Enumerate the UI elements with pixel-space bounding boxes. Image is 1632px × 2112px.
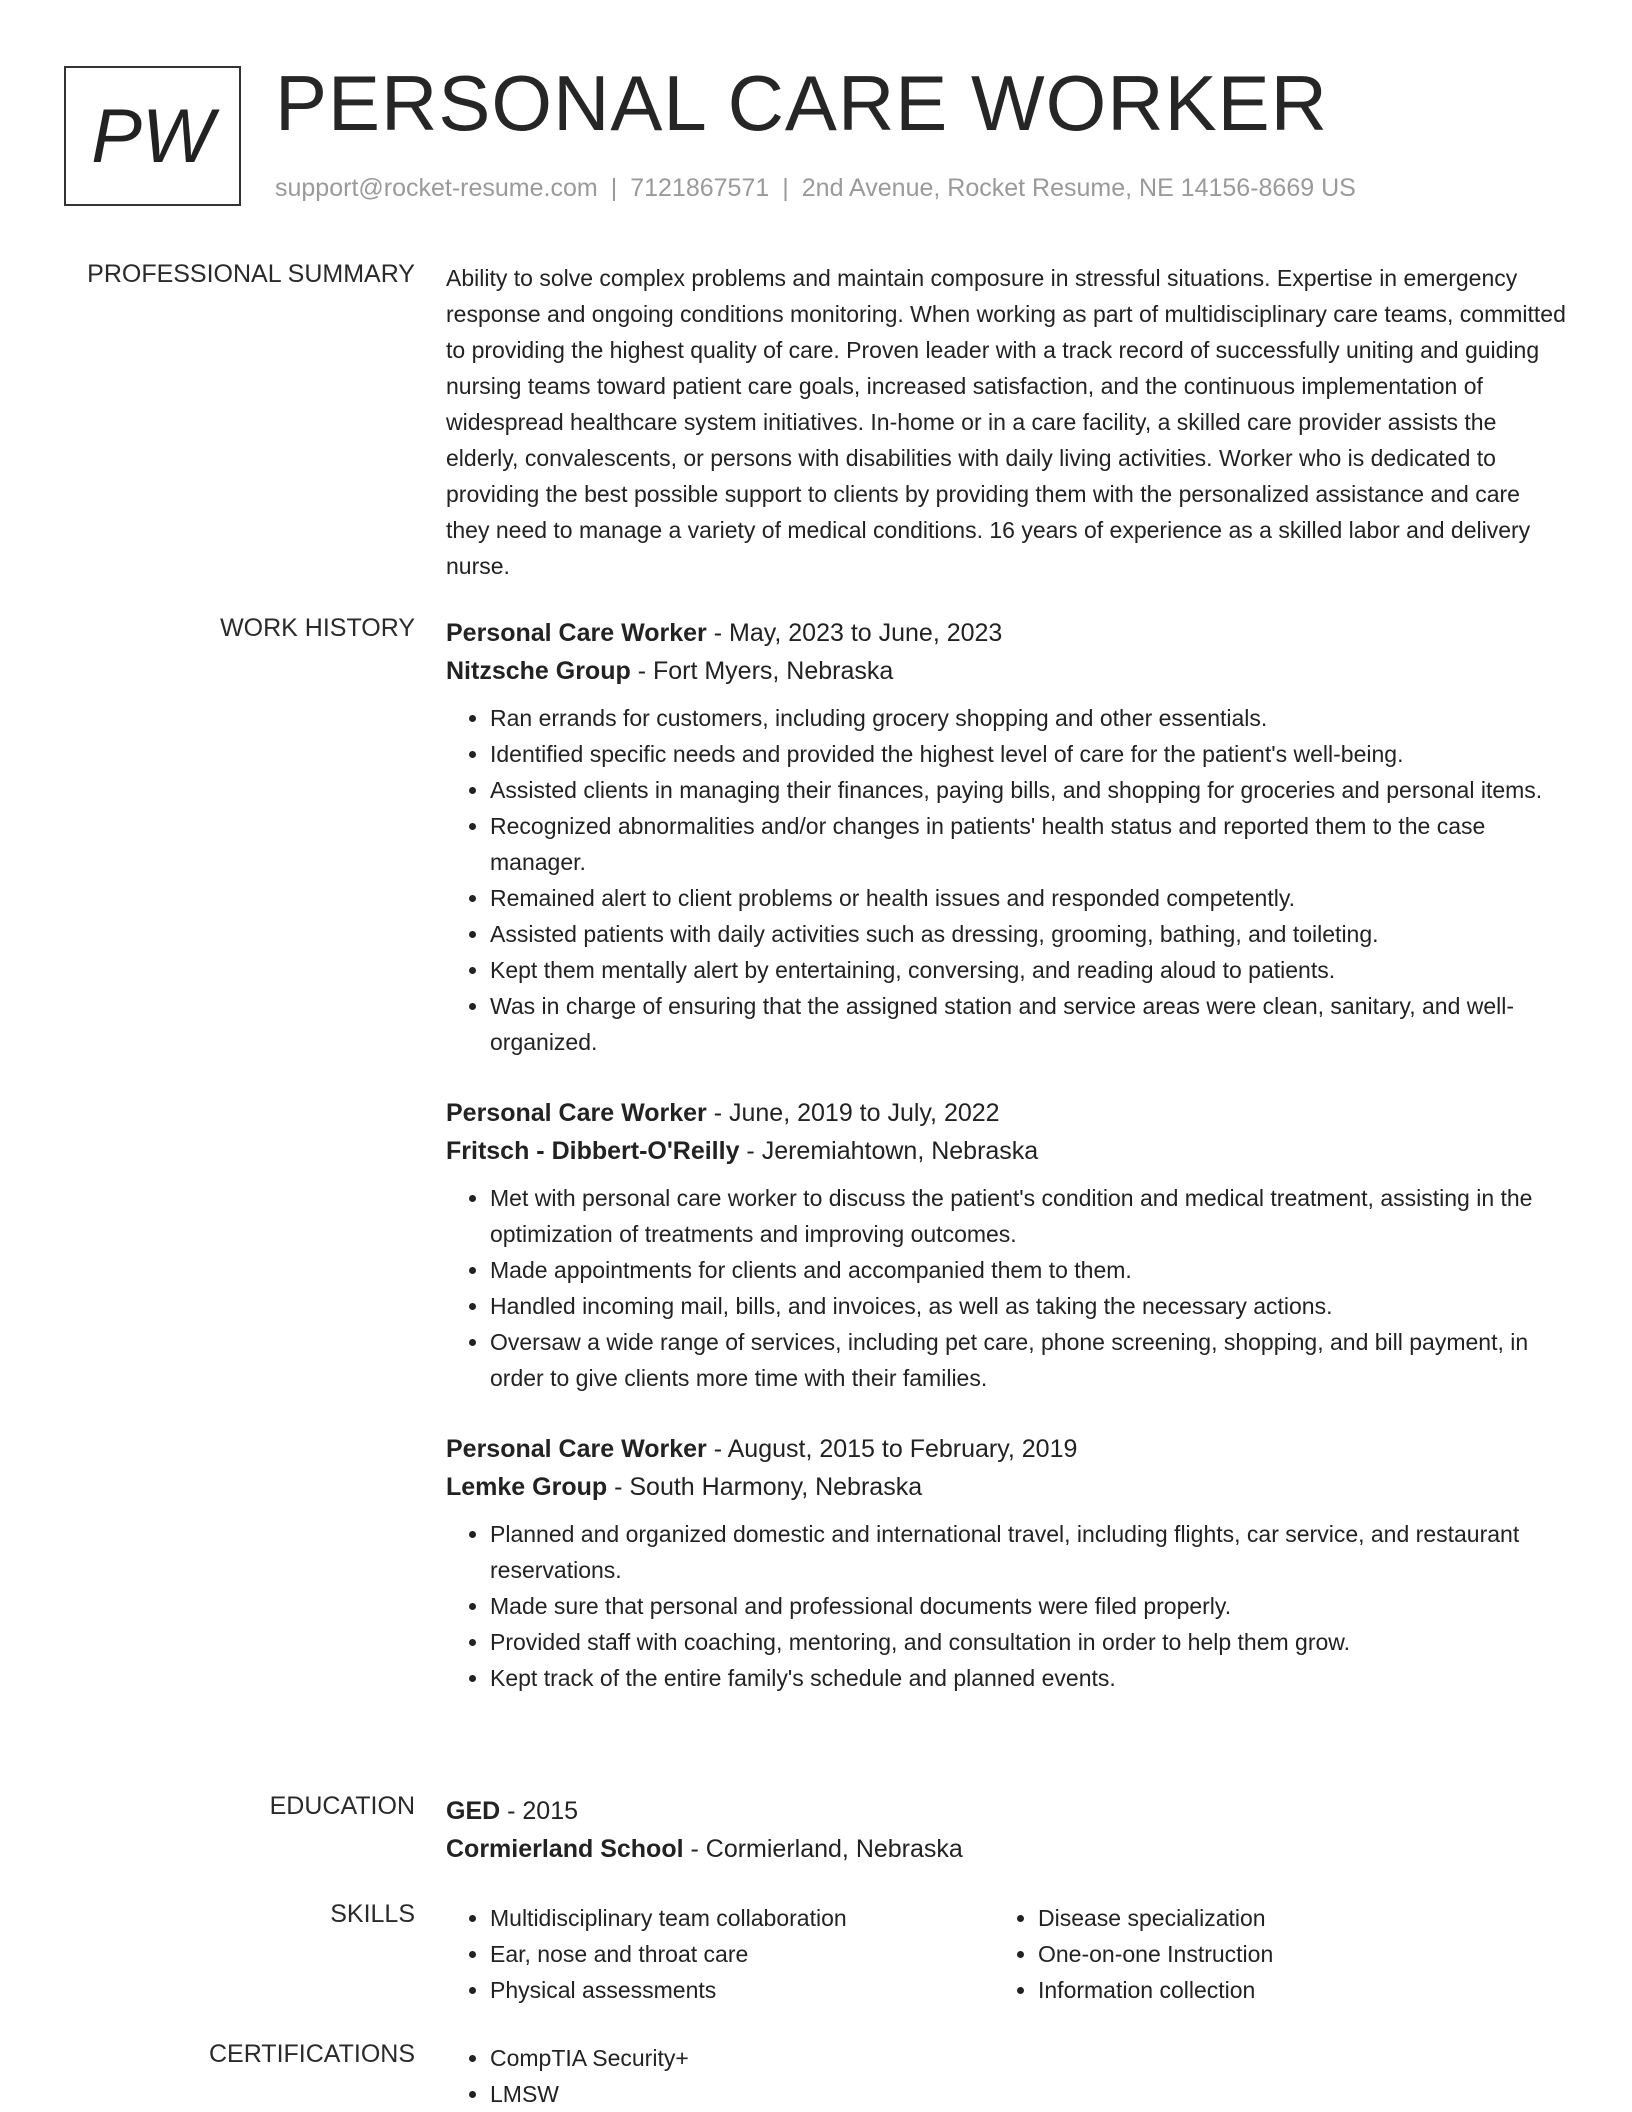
skill-item: • Physical assessments [490,1972,994,2008]
job-bullet: • Planned and organized domestic and international travel, including flights, car service, and restaurant reservations. [490,1516,1566,1588]
job-bullet: • Ran errands for customers, including grocery shopping and other essentials. [490,700,1566,736]
job-location: - South Harmony, Nebraska [607,1473,923,1501]
job-location: - Jeremiahtown, Nebraska [739,1137,1039,1165]
education-year: - 2015 [500,1797,579,1825]
contact-email[interactable]: support@rocket-resume.com [275,174,598,202]
job-bullets [446,1516,1566,1696]
job-bullet: • Kept them mentally alert by entertaining, conversing, and reading aloud to patients. [490,952,1566,988]
job-bullet: • Made sure that personal and professional documents were filed properly. [490,1588,1566,1624]
job-entry [446,1430,1566,1696]
contact-separator: | [610,174,618,202]
job-title-line [446,1430,1566,1468]
education-school-line [446,1830,1566,1868]
skills-list-right [994,1900,1514,2008]
job-role: Personal Care Worker [446,1435,707,1463]
job-dates: - August, 2015 to February, 2019 [706,1435,1078,1463]
education-degree-line [446,1792,1566,1830]
skills-grid [446,1900,1566,2008]
job-bullet: • Handled incoming mail, bills, and invoices, as well as taking the necessary actions. [490,1288,1566,1324]
job-bullet: • Made appointments for clients and accompanied them to them. [490,1252,1566,1288]
education-location: - Cormierland, Nebraska [683,1835,963,1863]
job-location: - Fort Myers, Nebraska [630,657,894,685]
contact-separator: | [782,174,789,202]
section-title-certifications: CERTIFICATIONS [208,2040,415,2068]
skill-item: • Information collection [1038,1972,1514,2008]
job-company-line [446,652,1566,690]
section-title-work: WORK HISTORY [220,614,415,642]
job-bullet: • Recognized abnormalities and/or changes in patients' health status and reported them to the case manager. [490,808,1566,880]
skill-item: • Disease specialization [1038,1900,1514,1936]
job-company-line [446,1468,1566,1506]
skill-item: • Multidisciplinary team collaboration [490,1900,994,1936]
job-bullet: • Met with personal care worker to discuss the patient's condition and medical treatment, assisting in the optimization of treatments and improving outcomes. [490,1180,1566,1252]
skill-item: • One-on-one Instruction [1038,1936,1514,1972]
skills-list-left [446,1900,994,2008]
job-bullet: • Assisted patients with daily activities such as dressing, grooming, bathing, and toileting. [490,916,1566,952]
job-role: Personal Care Worker [446,1099,707,1127]
contact-line [275,174,1356,203]
job-title-line [446,614,1566,652]
section-title-education: EDUCATION [269,1792,415,1820]
job-company: Nitzsche Group [446,657,631,685]
certifications-list [446,2040,1566,2112]
contact-phone[interactable]: 7121867571 [630,174,770,202]
job-entry [446,614,1566,1060]
certification-item: • LMSW [490,2076,1566,2112]
skill-item: • Ear, nose and throat care [490,1936,994,1972]
job-dates: - June, 2019 to July, 2022 [706,1099,1000,1127]
education-degree: GED [446,1797,501,1825]
section-title-skills: SKILLS [330,1900,415,1928]
job-dates: - May, 2023 to June, 2023 [706,619,1003,647]
job-bullet: • Assisted clients in managing their finances, paying bills, and shopping for groceries and personal items. [490,772,1566,808]
certification-item: • CompTIA Security+ [490,2040,1566,2076]
job-bullet: • Was in charge of ensuring that the assigned station and service areas were clean, sanitary, and well-organized. [490,988,1566,1060]
job-company-line [446,1132,1566,1170]
job-bullet: • Remained alert to client problems or health issues and responded competently. [490,880,1566,916]
job-bullet: • Oversaw a wide range of services, including pet care, phone screening, shopping, and bill payment, in order to give clients more time with their families. [490,1324,1566,1396]
job-bullets [446,700,1566,1060]
job-company: Lemke Group [446,1473,608,1501]
education-school: Cormierland School [446,1835,684,1863]
job-company: Fritsch - Dibbert-O'Reilly [446,1137,740,1165]
job-bullet: • Provided staff with coaching, mentoring, and consultation in order to help them grow. [490,1624,1566,1660]
job-bullet: • Kept track of the entire family's schedule and planned events. [490,1660,1566,1696]
job-title-line [446,1094,1566,1132]
contact-address: 2nd Avenue, Rocket Resume, NE 14156-8669 US [801,174,1356,202]
summary-text: Ability to solve complex problems and maintain composure in stressful situations. Expertise in emergency response and ongoing conditions monitoring. When working as part of multidisciplinary care teams, committed to providing the highest quality of care. Proven leader with a track record of successfully uniting and guiding nursing teams toward patient care goals, increased satisfaction, and the continuous implementation of widespread healthcare system initiatives. In-home or in a care facility, a skilled care provider assists the elderly, convalescents, or persons with disabilities with daily living activities. Worker who is dedicated to providing the best possible support to clients by providing them with the personalized assistance and care they need to manage a variety of medical conditions. 16 years of experience as a skilled labor and delivery nurse. [446,265,1566,579]
resume-title: PERSONAL CARE WORKER [275,59,1328,147]
job-bullets [446,1180,1566,1396]
monogram-logo: PW [64,66,241,206]
job-bullet: • Identified specific needs and provided the highest level of care for the patient's well-being. [490,736,1566,772]
section-title-summary: PROFESSIONAL SUMMARY [87,260,415,288]
job-entry [446,1094,1566,1396]
job-role: Personal Care Worker [446,619,707,647]
